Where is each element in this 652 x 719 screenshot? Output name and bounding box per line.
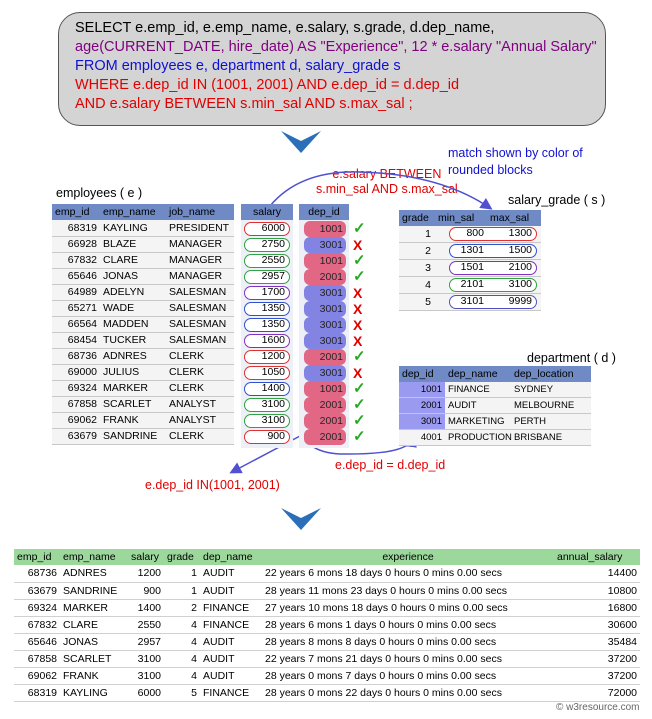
department-row [399,382,591,398]
result-col-dep-name: dep_name [200,549,262,565]
result-cell: AUDIT [200,582,262,599]
sql-line-age: age(CURRENT_DATE, hire_date) AS "Experience", 12 * e.salary "Annual Salary" [75,39,597,55]
result-cell: 22 years 6 mons 18 days 0 hours 0 mins 0.00 secs [262,565,554,582]
job-name-cell: MANAGER [166,268,234,284]
between-note-line1: e.salary BETWEEN [332,167,442,181]
employees-title: employees ( e ) [56,186,143,200]
job-name-cell: SALESMAN [166,332,234,348]
employee-row [52,396,234,412]
result-cell: FRANK [60,667,128,684]
result-cell: 22 years 7 mons 21 days 0 hours 0 mins 0.00 secs [262,650,554,667]
department-table [399,366,591,446]
employee-row [52,268,234,284]
job-name-cell: SALESMAN [166,300,234,316]
employee-row [52,380,234,396]
result-row [14,650,640,667]
dep-id-cell: 3001 [304,301,346,317]
result-cell: 67858 [14,650,60,667]
salary-pill: 1350 [244,318,290,332]
cross-icon: X [353,317,363,333]
emp-name-cell: CLARE [100,252,166,268]
result-cell: 28 years 0 mons 7 days 0 hours 0 mins 0.00 secs [262,667,554,684]
emp-col-job-name: job_name [166,204,234,220]
dept-name-cell: PRODUCTION [448,432,512,443]
result-row [14,565,640,582]
salary-pill: 2750 [244,238,290,252]
result-table-wrap [14,549,640,702]
dep-id-cell: 1001 [304,381,346,397]
emp-name-cell: FRANK [100,412,166,428]
emp-id-cell: 69062 [52,412,100,428]
result-cell: 2 [164,599,200,616]
sql-line-from: FROM employees e, department d, salary_grade s [75,58,401,74]
dept-location-cell: SYDNEY [514,384,554,395]
emp-id-cell: 68736 [52,348,100,364]
dept-col-dep-id: dep_id [402,368,434,380]
result-cell: ADNRES [60,565,128,582]
grade-row [399,243,541,260]
job-name-cell: CLERK [166,428,234,444]
salary-pill: 3100 [244,414,290,428]
result-row [14,599,640,616]
employee-row [52,428,234,444]
emp-name-cell: BLAZE [100,236,166,252]
min-sal-cell: 1501 [460,261,484,273]
salary-pill: 2550 [244,254,290,268]
salary-pill: 6000 [244,222,290,236]
result-col-grade: grade [164,549,200,565]
emp-id-cell: 68319 [52,220,100,236]
result-cell: 35484 [554,633,640,650]
emp-id-cell: 66564 [52,316,100,332]
result-col-experience: experience [262,549,554,565]
dept-col-dep-name: dep_name [448,368,498,380]
emp-name-cell: MADDEN [100,316,166,332]
between-arrow [270,172,490,208]
result-cell: 37200 [554,650,640,667]
salary-grade-title: salary_grade ( s ) [508,193,606,207]
result-cell: 1200 [128,565,164,582]
result-cell: 3100 [128,650,164,667]
cross-icon: X [353,285,363,301]
grade-range-pill [449,295,537,309]
result-cell: CLARE [60,616,128,633]
employee-row [52,316,234,332]
result-cell: 69324 [14,599,60,616]
result-cell: 28 years 8 mons 8 days 0 hours 0 mins 0.00 secs [262,633,554,650]
grade-col-grade: grade [402,212,429,224]
employee-row [52,364,234,380]
emp-col-emp-name: emp_name [100,204,166,220]
employees-table [52,204,234,445]
salary-pill: 1400 [244,382,290,396]
cross-icon: X [353,365,363,381]
salary-header: salary [241,204,293,220]
cross-icon: X [353,237,363,253]
emp-id-cell: 63679 [52,428,100,444]
max-sal-cell: 1500 [508,244,532,256]
sql-line-where: WHERE e.dep_id IN (1001, 2001) AND e.dep_id = d.dep_id [75,77,460,93]
grade-row [399,260,541,277]
dept-location-cell: BRISBANE [514,432,563,443]
grade-cell: 4 [425,279,431,291]
result-cell: 68319 [14,684,60,701]
dep-id-cell: 2001 [304,349,346,365]
result-cell: 16800 [554,599,640,616]
grade-range-pill [449,244,537,258]
result-cell: 4 [164,616,200,633]
emp-id-cell: 69324 [52,380,100,396]
result-cell: JONAS [60,633,128,650]
check-icon: ✓ [353,412,366,429]
emp-name-cell: SANDRINE [100,428,166,444]
check-icon: ✓ [353,428,366,445]
employee-row [52,252,234,268]
grade-row [399,294,541,311]
salary-grade-table [399,210,541,311]
max-sal-cell: 9999 [508,295,532,307]
grade-cell: 1 [425,228,431,240]
emp-name-cell: TUCKER [100,332,166,348]
dep-id-cell: 3001 [304,365,346,381]
result-cell: 28 years 0 mons 22 days 0 hours 0 mins 0.00 secs [262,684,554,701]
result-col-emp-id: emp_id [14,549,60,565]
result-cell: 2550 [128,616,164,633]
dept-id-cell: 2001 [399,398,445,413]
result-cell: MARKER [60,599,128,616]
emp-name-cell: JULIUS [100,364,166,380]
result-cell: FINANCE [200,599,262,616]
employee-row [52,332,234,348]
employee-row [52,300,234,316]
dept-id-cell: 3001 [399,414,445,429]
department-row [399,430,591,446]
dep-join-note: e.dep_id = d.dep_id [335,458,446,472]
result-row [14,667,640,684]
result-cell: 3100 [128,667,164,684]
grade-range-pill [449,278,537,292]
employee-row [52,236,234,252]
max-sal-cell: 2100 [508,261,532,273]
check-icon: ✓ [353,380,366,397]
result-cell: 900 [128,582,164,599]
grade-col-max-sal: max_sal [490,212,530,224]
job-name-cell: SALESMAN [166,284,234,300]
max-sal-cell: 3100 [508,278,532,290]
dept-name-cell: MARKETING [448,416,505,427]
result-cell: 65646 [14,633,60,650]
dep-id-cell: 3001 [304,317,346,333]
dep-id-cell: 2001 [304,413,346,429]
dep-id-cell: 3001 [304,237,346,253]
dept-name-cell: AUDIT [448,400,477,411]
result-cell: SCARLET [60,650,128,667]
result-cell: 28 years 11 mons 23 days 0 hours 0 mins 0.00 secs [262,582,554,599]
dept-location-cell: PERTH [514,416,547,427]
result-col-annual-salary: annual_salary [554,549,640,565]
result-cell: 4 [164,667,200,684]
min-sal-cell: 2101 [460,278,484,290]
result-cell: 6000 [128,684,164,701]
result-cell: 4 [164,650,200,667]
cross-icon: X [353,301,363,317]
emp-id-cell: 68454 [52,332,100,348]
dept-id-cell: 4001 [420,432,442,443]
salary-pill: 3100 [244,398,290,412]
emp-id-cell: 69000 [52,364,100,380]
result-cell: 14400 [554,565,640,582]
dep-id-cell: 2001 [304,269,346,285]
min-sal-cell: 800 [466,227,484,239]
grade-row [399,226,541,243]
min-sal-cell: 3101 [460,295,484,307]
in-clause-note: e.dep_id IN(1001, 2001) [145,478,280,492]
emp-id-cell: 64989 [52,284,100,300]
department-row [399,398,591,414]
job-name-cell: PRESIDENT [166,220,234,236]
match-note: match shown by color of rounded blocks [448,146,583,177]
min-sal-cell: 1301 [460,244,484,256]
check-icon: ✓ [353,396,366,413]
sql-line-select: SELECT e.emp_id, e.emp_name, e.salary, s.grade, d.dep_name, [75,20,495,36]
grade-range-pill [449,261,537,275]
job-name-cell: ANALYST [166,412,234,428]
result-cell: 28 years 6 mons 1 days 0 hours 0 mins 0.00 secs [262,616,554,633]
max-sal-cell: 1300 [508,227,532,239]
employee-row [52,412,234,428]
result-row [14,684,640,701]
result-cell: 4 [164,633,200,650]
result-cell: 1 [164,565,200,582]
salary-pill: 1050 [244,366,290,380]
job-name-cell: CLERK [166,348,234,364]
result-row [14,582,640,599]
result-col-emp-name: emp_name [60,549,128,565]
result-cell: 68736 [14,565,60,582]
grade-col-min-sal: min_sal [438,212,475,224]
dept-name-cell: FINANCE [448,384,490,395]
job-name-cell: CLERK [166,364,234,380]
salary-pill: 1600 [244,334,290,348]
emp-id-cell: 67858 [52,396,100,412]
job-name-cell: MANAGER [166,252,234,268]
emp-name-cell: ADNRES [100,348,166,364]
result-cell: KAYLING [60,684,128,701]
result-cell: AUDIT [200,650,262,667]
result-cell: 67832 [14,616,60,633]
result-cell: 10800 [554,582,640,599]
emp-name-cell: ADELYN [100,284,166,300]
result-row [14,616,640,633]
emp-name-cell: SCARLET [100,396,166,412]
salary-pill: 900 [244,430,290,444]
result-cell: 63679 [14,582,60,599]
salary-pill: 1200 [244,350,290,364]
emp-name-cell: WADE [100,300,166,316]
dept-location-cell: MELBOURNE [514,400,575,411]
sql-line-between: AND e.salary BETWEEN s.min_sal AND s.max_sal ; [75,96,413,112]
check-icon: ✓ [353,268,366,285]
salary-pill: 1700 [244,286,290,300]
dept-id-cell: 1001 [399,382,445,397]
dept-col-dep-location: dep_location [514,368,574,380]
result-cell: FINANCE [200,684,262,701]
grade-cell: 5 [425,296,431,308]
result-cell: 30600 [554,616,640,633]
emp-name-cell: MARKER [100,380,166,396]
result-cell: 5 [164,684,200,701]
employee-row [52,284,234,300]
department-title: department ( d ) [527,351,616,365]
result-col-salary: salary [128,549,164,565]
dep-id-cell: 2001 [304,429,346,445]
result-cell: 1 [164,582,200,599]
check-icon: ✓ [353,348,366,365]
grade-row [399,277,541,294]
job-name-cell: SALESMAN [166,316,234,332]
job-name-cell: CLERK [166,380,234,396]
result-row [14,633,640,650]
result-cell: AUDIT [200,633,262,650]
emp-id-cell: 66928 [52,236,100,252]
result-cell: SANDRINE [60,582,128,599]
grade-cell: 2 [425,245,431,257]
salary-pill: 1350 [244,302,290,316]
dep-id-cell: 1001 [304,253,346,269]
emp-col-emp-id: emp_id [52,204,100,220]
result-cell: 1400 [128,599,164,616]
dep-id-header: dep_id [299,204,349,220]
emp-name-cell: KAYLING [100,220,166,236]
grade-cell: 3 [425,262,431,274]
dep-id-cell: 2001 [304,397,346,413]
employee-row [52,348,234,364]
result-cell: AUDIT [200,667,262,684]
result-cell: 72000 [554,684,640,701]
between-note-line2: s.min_sal AND s.max_sal [316,182,458,196]
cross-icon: X [353,333,363,349]
emp-id-cell: 65646 [52,268,100,284]
emp-id-cell: 67832 [52,252,100,268]
dep-id-cell: 3001 [304,333,346,349]
result-cell: 27 years 10 mons 18 days 0 hours 0 mins 0.00 secs [262,599,554,616]
result-cell: 37200 [554,667,640,684]
department-row [399,414,591,430]
check-icon: ✓ [353,220,366,237]
check-icon: ✓ [353,252,366,269]
employee-row [52,220,234,236]
job-name-cell: ANALYST [166,396,234,412]
dep-id-cell: 1001 [304,221,346,237]
emp-name-cell: JONAS [100,268,166,284]
result-cell: 2957 [128,633,164,650]
result-cell: 69062 [14,667,60,684]
emp-id-cell: 65271 [52,300,100,316]
salary-pill: 2957 [244,270,290,284]
result-cell: FINANCE [200,616,262,633]
watermark: © w3resource.com [556,702,640,713]
job-name-cell: MANAGER [166,236,234,252]
grade-range-pill [449,227,537,241]
dep-id-cell: 3001 [304,285,346,301]
result-cell: AUDIT [200,565,262,582]
